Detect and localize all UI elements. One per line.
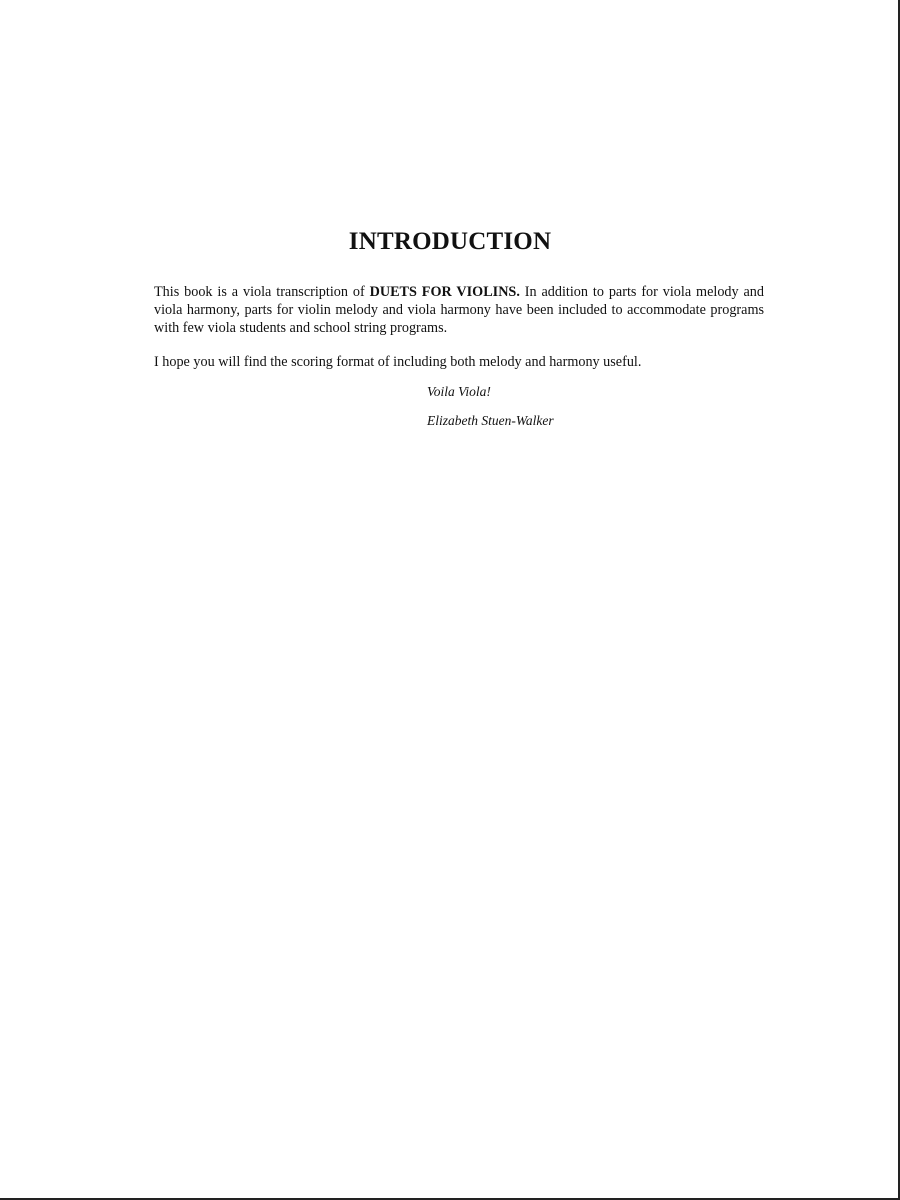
- introduction-body: [154, 283, 764, 371]
- paragraph-1-end: In addition to parts for viola melody and viola harmony, parts for violin melody and viola harmony have been included to accommodate programs with few viola students and school string programs.: [154, 284, 764, 336]
- paragraph-1-start: This book is a viola transcription of: [154, 284, 370, 300]
- author-signature: Elizabeth Stuen-Walker: [427, 413, 554, 428]
- page-title: INTRODUCTION: [348, 228, 552, 255]
- paragraph-2: I hope you will find the scoring format of including both melody and harmony useful.: [154, 354, 642, 370]
- book-title-emphasis: DUETS FOR VIOLINS.: [369, 284, 520, 300]
- paragraph-1: [154, 283, 764, 337]
- closing-line: Voila Viola!: [427, 384, 491, 399]
